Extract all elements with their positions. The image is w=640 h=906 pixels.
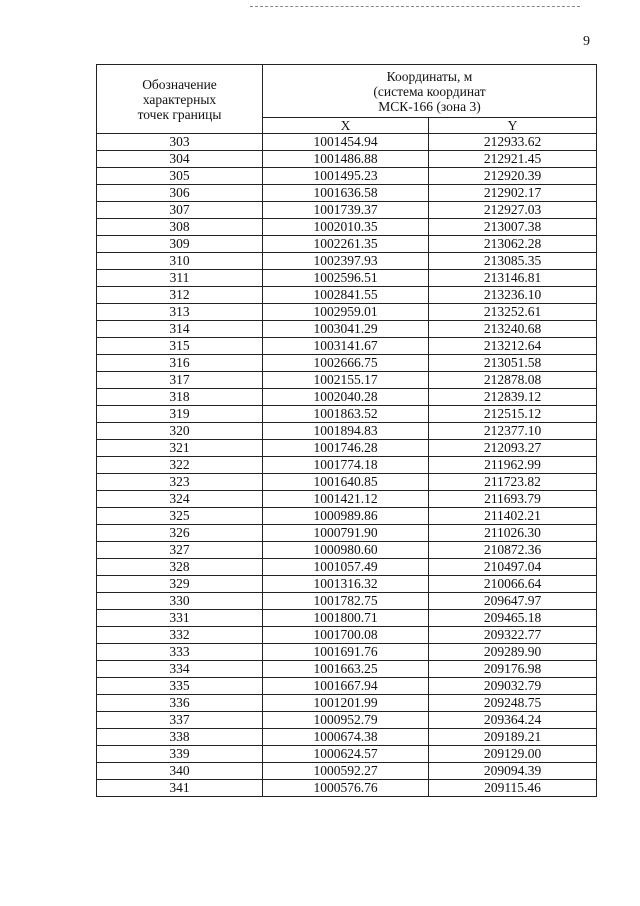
point-cell: 341 bbox=[97, 780, 263, 797]
point-cell: 332 bbox=[97, 627, 263, 644]
y-cell: 212093.27 bbox=[429, 440, 597, 457]
y-cell: 213146.81 bbox=[429, 270, 597, 287]
table-row bbox=[97, 593, 597, 610]
point-cell: 318 bbox=[97, 389, 263, 406]
point-cell: 314 bbox=[97, 321, 263, 338]
table-row bbox=[97, 202, 597, 219]
x-cell: 1001636.58 bbox=[263, 185, 429, 202]
y-cell: 209465.18 bbox=[429, 610, 597, 627]
x-cell: 1002261.35 bbox=[263, 236, 429, 253]
x-cell: 1002155.17 bbox=[263, 372, 429, 389]
point-cell: 309 bbox=[97, 236, 263, 253]
y-cell: 209032.79 bbox=[429, 678, 597, 695]
point-cell: 328 bbox=[97, 559, 263, 576]
point-cell: 321 bbox=[97, 440, 263, 457]
point-cell: 319 bbox=[97, 406, 263, 423]
point-cell: 322 bbox=[97, 457, 263, 474]
point-cell: 331 bbox=[97, 610, 263, 627]
point-cell: 330 bbox=[97, 593, 263, 610]
header-y: Y bbox=[429, 118, 597, 134]
table-row bbox=[97, 508, 597, 525]
table-row bbox=[97, 678, 597, 695]
table-row bbox=[97, 763, 597, 780]
point-cell: 316 bbox=[97, 355, 263, 372]
table-row bbox=[97, 610, 597, 627]
y-cell: 212878.08 bbox=[429, 372, 597, 389]
x-cell: 1002841.55 bbox=[263, 287, 429, 304]
point-cell: 310 bbox=[97, 253, 263, 270]
table-row bbox=[97, 457, 597, 474]
table-row bbox=[97, 661, 597, 678]
x-cell: 1002010.35 bbox=[263, 219, 429, 236]
y-cell: 209115.46 bbox=[429, 780, 597, 797]
table-row bbox=[97, 440, 597, 457]
point-cell: 317 bbox=[97, 372, 263, 389]
y-cell: 209176.98 bbox=[429, 661, 597, 678]
x-cell: 1001774.18 bbox=[263, 457, 429, 474]
point-cell: 305 bbox=[97, 168, 263, 185]
table-row bbox=[97, 236, 597, 253]
point-cell: 334 bbox=[97, 661, 263, 678]
y-cell: 211723.82 bbox=[429, 474, 597, 491]
x-cell: 1000989.86 bbox=[263, 508, 429, 525]
table-row bbox=[97, 304, 597, 321]
y-cell: 209364.24 bbox=[429, 712, 597, 729]
point-cell: 329 bbox=[97, 576, 263, 593]
table-row bbox=[97, 576, 597, 593]
table-row bbox=[97, 491, 597, 508]
point-cell: 312 bbox=[97, 287, 263, 304]
y-cell: 210497.04 bbox=[429, 559, 597, 576]
y-cell: 213252.61 bbox=[429, 304, 597, 321]
table-row bbox=[97, 406, 597, 423]
table-row bbox=[97, 219, 597, 236]
y-cell: 211026.30 bbox=[429, 525, 597, 542]
table-row bbox=[97, 729, 597, 746]
table-row bbox=[97, 355, 597, 372]
y-cell: 212933.62 bbox=[429, 134, 597, 151]
header-point-label: Обозначение характерных точек границы bbox=[137, 76, 222, 122]
y-cell: 212515.12 bbox=[429, 406, 597, 423]
y-cell: 209322.77 bbox=[429, 627, 597, 644]
x-cell: 1002397.93 bbox=[263, 253, 429, 270]
x-cell: 1001201.99 bbox=[263, 695, 429, 712]
x-cell: 1000674.38 bbox=[263, 729, 429, 746]
header-x: X bbox=[263, 118, 429, 134]
y-cell: 213062.28 bbox=[429, 236, 597, 253]
header-point-designation bbox=[97, 65, 263, 134]
x-cell: 1001800.71 bbox=[263, 610, 429, 627]
x-cell: 1001486.88 bbox=[263, 151, 429, 168]
y-cell: 213051.58 bbox=[429, 355, 597, 372]
x-cell: 1001057.49 bbox=[263, 559, 429, 576]
point-cell: 311 bbox=[97, 270, 263, 287]
header-coordinates bbox=[263, 65, 597, 118]
y-cell: 212902.17 bbox=[429, 185, 597, 202]
x-cell: 1001640.85 bbox=[263, 474, 429, 491]
table-row bbox=[97, 695, 597, 712]
y-cell: 211402.21 bbox=[429, 508, 597, 525]
point-cell: 315 bbox=[97, 338, 263, 355]
y-cell: 213212.64 bbox=[429, 338, 597, 355]
point-cell: 336 bbox=[97, 695, 263, 712]
point-cell: 303 bbox=[97, 134, 263, 151]
point-cell: 335 bbox=[97, 678, 263, 695]
y-cell: 213007.38 bbox=[429, 219, 597, 236]
y-cell: 212839.12 bbox=[429, 389, 597, 406]
x-cell: 1000791.90 bbox=[263, 525, 429, 542]
table-row bbox=[97, 287, 597, 304]
table-row bbox=[97, 270, 597, 287]
table-body bbox=[97, 134, 597, 797]
point-cell: 340 bbox=[97, 763, 263, 780]
y-cell: 209189.21 bbox=[429, 729, 597, 746]
y-cell: 213240.68 bbox=[429, 321, 597, 338]
y-cell: 212377.10 bbox=[429, 423, 597, 440]
point-cell: 327 bbox=[97, 542, 263, 559]
x-cell: 1000952.79 bbox=[263, 712, 429, 729]
table-row bbox=[97, 627, 597, 644]
point-cell: 320 bbox=[97, 423, 263, 440]
point-cell: 313 bbox=[97, 304, 263, 321]
y-cell: 211693.79 bbox=[429, 491, 597, 508]
x-cell: 1000624.57 bbox=[263, 746, 429, 763]
y-cell: 211962.99 bbox=[429, 457, 597, 474]
header-coordinates-label: Координаты, м (система координат МСК-166 (зона 3) bbox=[373, 68, 486, 114]
y-cell: 213085.35 bbox=[429, 253, 597, 270]
table-row bbox=[97, 389, 597, 406]
point-cell: 325 bbox=[97, 508, 263, 525]
y-cell: 209094.39 bbox=[429, 763, 597, 780]
y-cell: 209129.00 bbox=[429, 746, 597, 763]
x-cell: 1001663.25 bbox=[263, 661, 429, 678]
table-row bbox=[97, 168, 597, 185]
table-row bbox=[97, 321, 597, 338]
x-cell: 1001691.76 bbox=[263, 644, 429, 661]
y-cell: 209647.97 bbox=[429, 593, 597, 610]
x-cell: 1002959.01 bbox=[263, 304, 429, 321]
point-cell: 307 bbox=[97, 202, 263, 219]
y-cell: 210872.36 bbox=[429, 542, 597, 559]
y-cell: 212927.03 bbox=[429, 202, 597, 219]
scan-top-line bbox=[250, 6, 580, 9]
x-cell: 1001495.23 bbox=[263, 168, 429, 185]
x-cell: 1000576.76 bbox=[263, 780, 429, 797]
point-cell: 304 bbox=[97, 151, 263, 168]
x-cell: 1001739.37 bbox=[263, 202, 429, 219]
point-cell: 337 bbox=[97, 712, 263, 729]
table-row bbox=[97, 712, 597, 729]
table-row bbox=[97, 185, 597, 202]
y-cell: 213236.10 bbox=[429, 287, 597, 304]
x-cell: 1001454.94 bbox=[263, 134, 429, 151]
point-cell: 333 bbox=[97, 644, 263, 661]
x-cell: 1002666.75 bbox=[263, 355, 429, 372]
table-row bbox=[97, 134, 597, 151]
table-row bbox=[97, 525, 597, 542]
table-row bbox=[97, 644, 597, 661]
table-row bbox=[97, 423, 597, 440]
x-cell: 1002596.51 bbox=[263, 270, 429, 287]
x-cell: 1001894.83 bbox=[263, 423, 429, 440]
table-row bbox=[97, 559, 597, 576]
y-cell: 212920.39 bbox=[429, 168, 597, 185]
point-cell: 306 bbox=[97, 185, 263, 202]
x-cell: 1001667.94 bbox=[263, 678, 429, 695]
y-cell: 209248.75 bbox=[429, 695, 597, 712]
point-cell: 323 bbox=[97, 474, 263, 491]
point-cell: 339 bbox=[97, 746, 263, 763]
y-cell: 209289.90 bbox=[429, 644, 597, 661]
point-cell: 326 bbox=[97, 525, 263, 542]
x-cell: 1001700.08 bbox=[263, 627, 429, 644]
point-cell: 324 bbox=[97, 491, 263, 508]
page-number: 9 bbox=[583, 34, 590, 49]
table-row bbox=[97, 253, 597, 270]
point-cell: 338 bbox=[97, 729, 263, 746]
x-cell: 1002040.28 bbox=[263, 389, 429, 406]
x-cell: 1001782.75 bbox=[263, 593, 429, 610]
table-row bbox=[97, 780, 597, 797]
x-cell: 1001316.32 bbox=[263, 576, 429, 593]
x-cell: 1003041.29 bbox=[263, 321, 429, 338]
table-row bbox=[97, 474, 597, 491]
table-row bbox=[97, 542, 597, 559]
x-cell: 1000592.27 bbox=[263, 763, 429, 780]
point-cell: 308 bbox=[97, 219, 263, 236]
table-row bbox=[97, 151, 597, 168]
table-row bbox=[97, 372, 597, 389]
x-cell: 1000980.60 bbox=[263, 542, 429, 559]
table-row bbox=[97, 338, 597, 355]
y-cell: 212921.45 bbox=[429, 151, 597, 168]
coordinates-table bbox=[96, 64, 597, 797]
x-cell: 1003141.67 bbox=[263, 338, 429, 355]
x-cell: 1001746.28 bbox=[263, 440, 429, 457]
y-cell: 210066.64 bbox=[429, 576, 597, 593]
table-row bbox=[97, 746, 597, 763]
x-cell: 1001421.12 bbox=[263, 491, 429, 508]
x-cell: 1001863.52 bbox=[263, 406, 429, 423]
